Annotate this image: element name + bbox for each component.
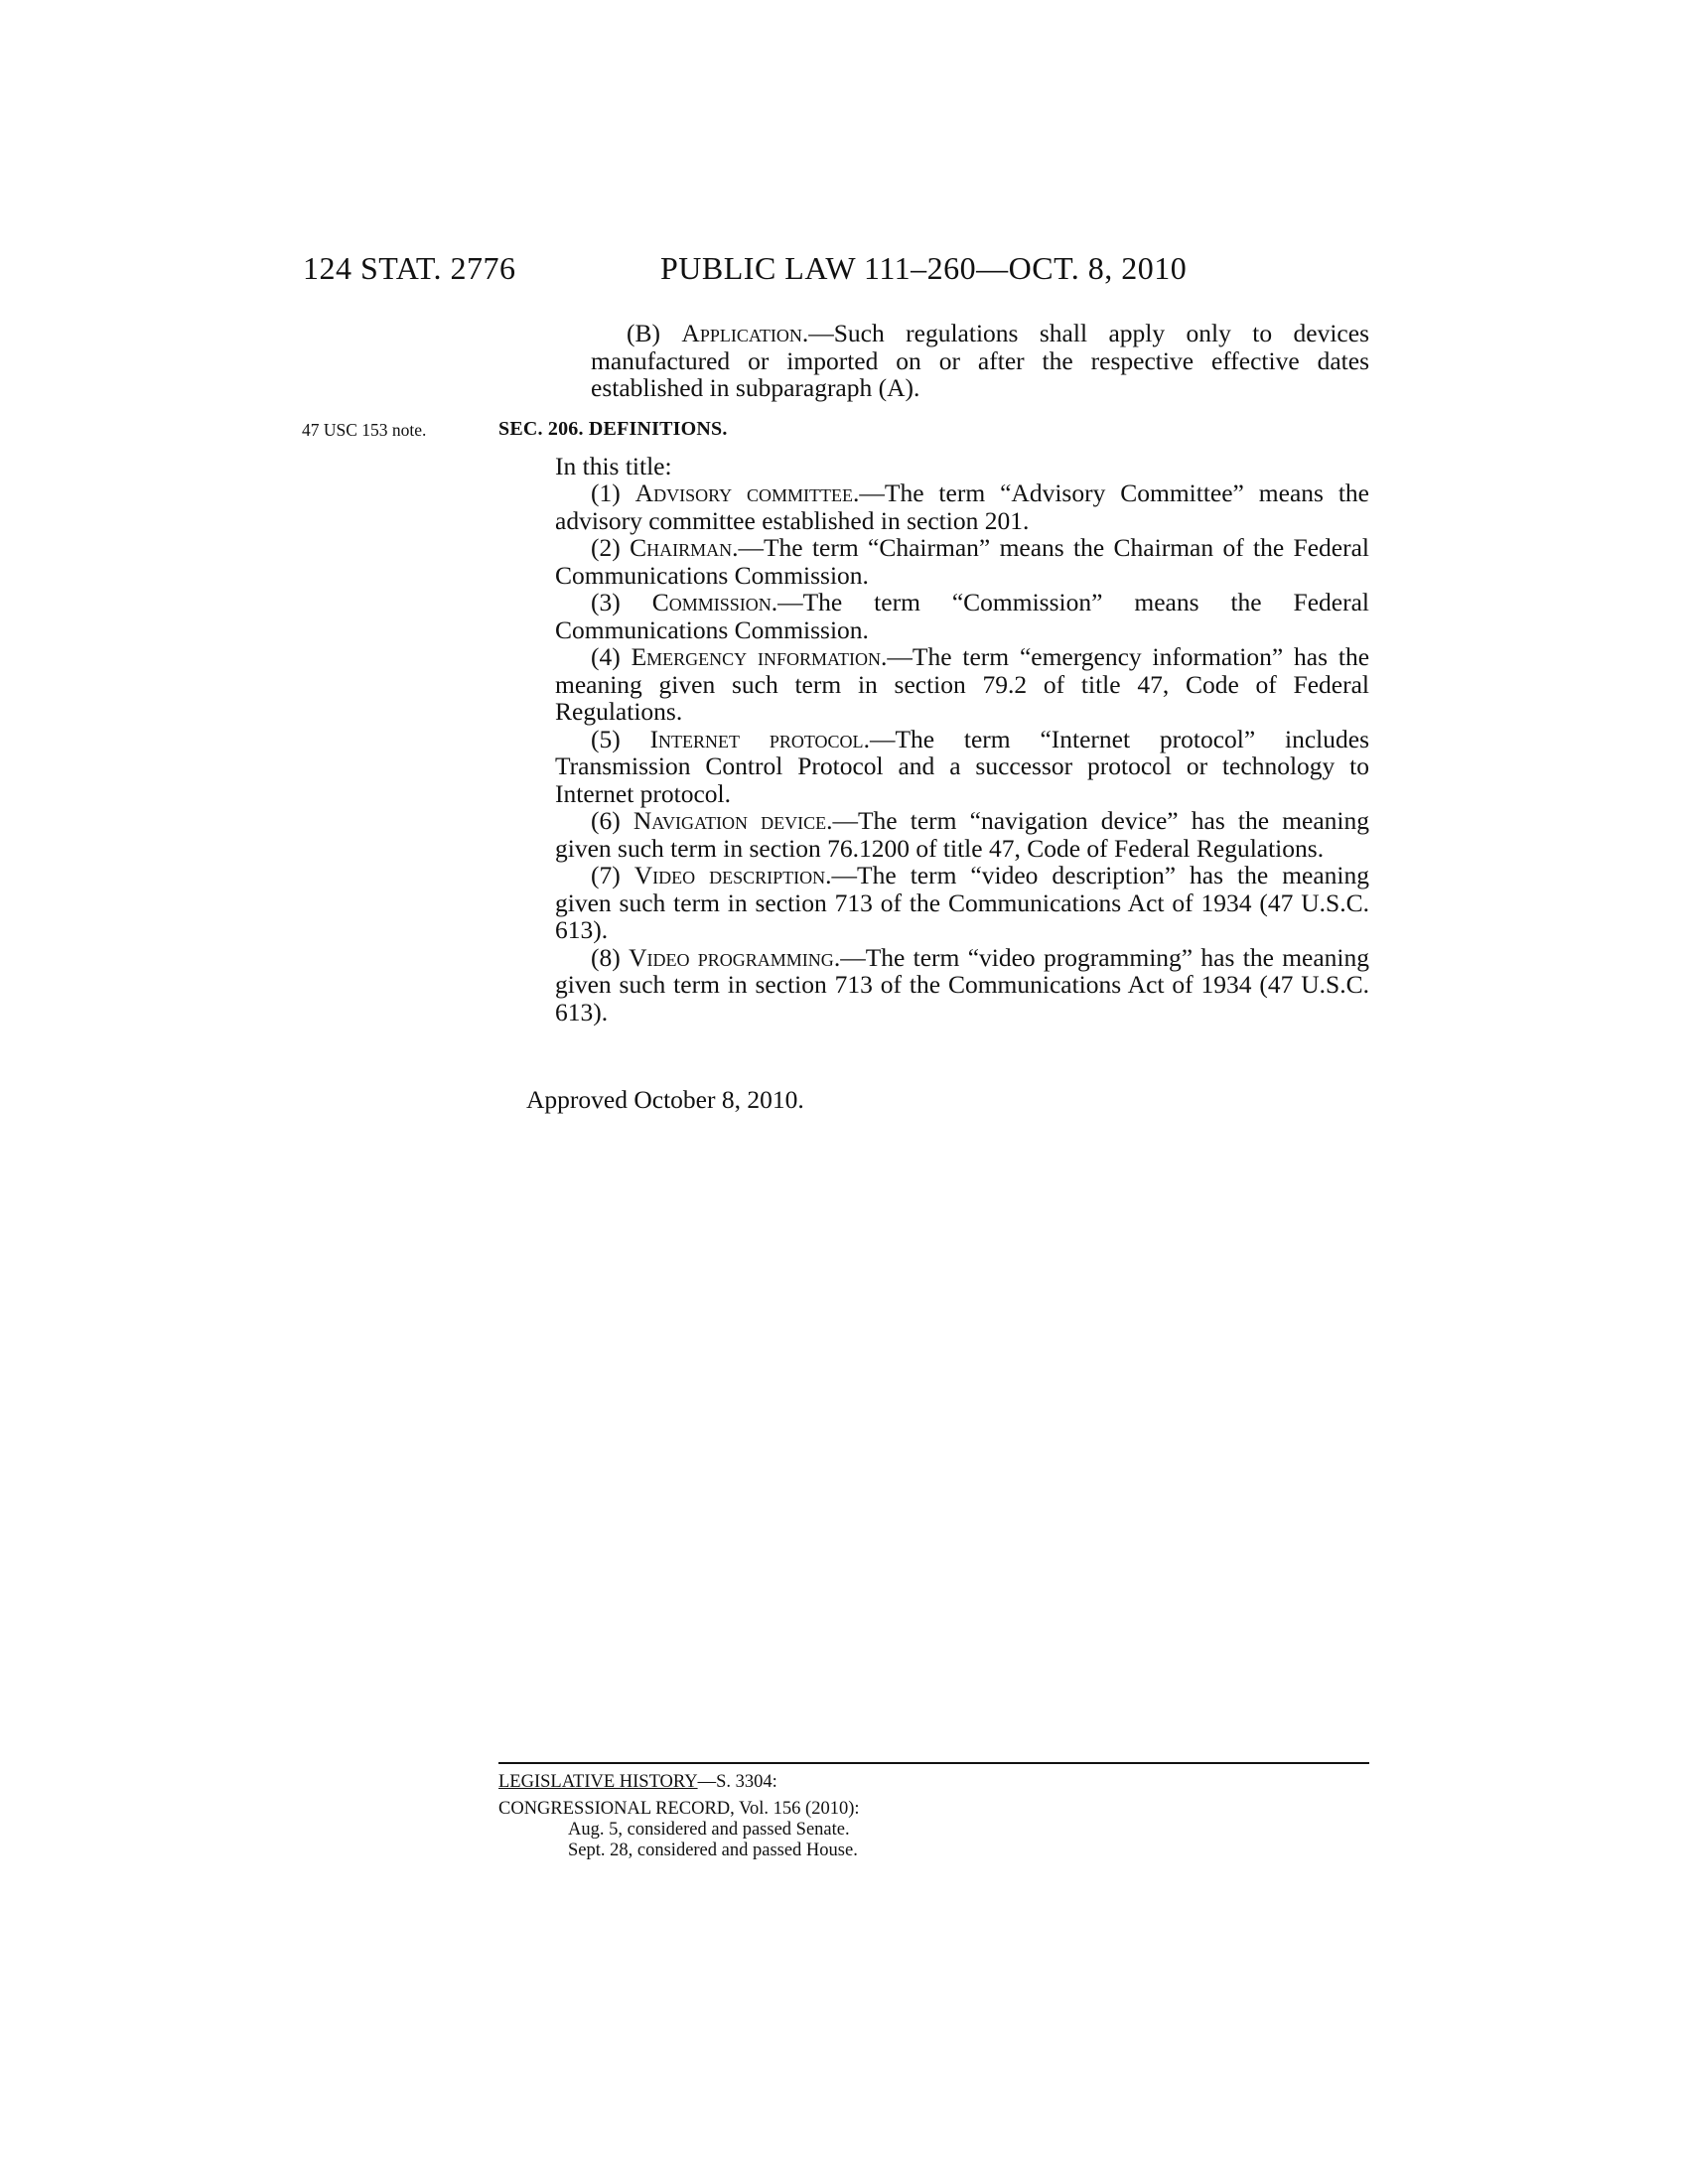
history-entry: Aug. 5, considered and passed Senate. [568, 1820, 850, 1840]
history-record: CONGRESSIONAL RECORD, Vol. 156 (2010): [498, 1799, 860, 1819]
definition-term: Video programming [629, 942, 834, 972]
page-title: PUBLIC LAW 111–260—OCT. 8, 2010 [660, 250, 1188, 286]
definition-term: Advisory committee [634, 478, 853, 507]
approval-date: Approved October 8, 2010. [526, 1085, 804, 1114]
paragraph-b [591, 320, 1369, 402]
definition-text: .—The term “navigation device” has the meaning given such term in section 76.1200 of title 47, Code of Federal Regulations. [555, 806, 1370, 863]
definition-text: .—The term “video programming” has the meaning given such term in section 713 of the Communications Act of 1934 (47 U.S.C. 613). [555, 942, 1370, 1026]
definitions-list [555, 479, 1369, 1025]
definition-item [555, 862, 1369, 944]
definition-term: Emergency information [631, 642, 882, 671]
paragraph-heading: Application [681, 319, 802, 347]
definition-item [555, 807, 1369, 862]
definition-number: (7) [591, 861, 634, 889]
definition-term: Internet protocol [649, 724, 864, 753]
definition-number: (3) [591, 588, 652, 616]
definition-term: Navigation device [633, 806, 827, 835]
definition-term: Video description [633, 861, 826, 889]
definition-text: .—The term “Commission” means the Federal Communications Commission. [555, 588, 1370, 644]
section-intro: In this title: [555, 452, 672, 480]
definition-text: .—The term “Chairman” means the Chairman of the Federal Communications Commission. [555, 533, 1369, 590]
definition-item [555, 534, 1369, 589]
definition-number: (2) [591, 533, 631, 562]
definition-term: Chairman [630, 533, 733, 562]
definition-number: (5) [591, 724, 650, 753]
definition-number: (8) [591, 942, 630, 972]
definition-term: Commission [651, 588, 772, 616]
definition-text: .—The term “Advisory Committee” means the advisory committee established in section 201. [555, 478, 1370, 535]
margin-note: 47 USC 153 note. [302, 420, 427, 440]
paragraph-text: .—Such regulations shall apply only to devices manufactured or imported on or after the respective effective dates established in subparagraph (A). [591, 319, 1369, 402]
history-bill: —S. 3304: [697, 1772, 777, 1792]
definition-item [555, 643, 1369, 726]
definition-number: (6) [591, 806, 633, 835]
definition-text: .—The term “Internet protocol” includes Transmission Control Protocol and a successor protocol or technology to Internet protocol. [555, 724, 1369, 808]
history-label: LEGISLATIVE HISTORY [498, 1772, 698, 1792]
definition-item [555, 726, 1369, 808]
definition-number: (4) [591, 642, 632, 671]
definition-text: .—The term “emergency information” has the meaning given such term in section 79.2 of title 47, Code of Federal Regulations. [555, 642, 1370, 726]
stat-reference: 124 STAT. 2776 [303, 250, 516, 286]
definition-text: .—The term “video description” has the meaning given such term in section 713 of the Communications Act of 1934 (47 U.S.C. 613). [555, 861, 1370, 944]
history-heading [498, 1772, 860, 1793]
definition-item [555, 479, 1369, 534]
definition-number: (1) [591, 478, 635, 507]
history-entry: Sept. 28, considered and passed House. [568, 1841, 858, 1860]
footnote-divider [498, 1762, 1369, 1764]
section-heading: SEC. 206. DEFINITIONS. [498, 418, 728, 440]
legislative-history [498, 1772, 860, 1861]
definition-item [555, 944, 1369, 1026]
definition-item [555, 589, 1369, 643]
paragraph-label: (B) [627, 319, 682, 347]
